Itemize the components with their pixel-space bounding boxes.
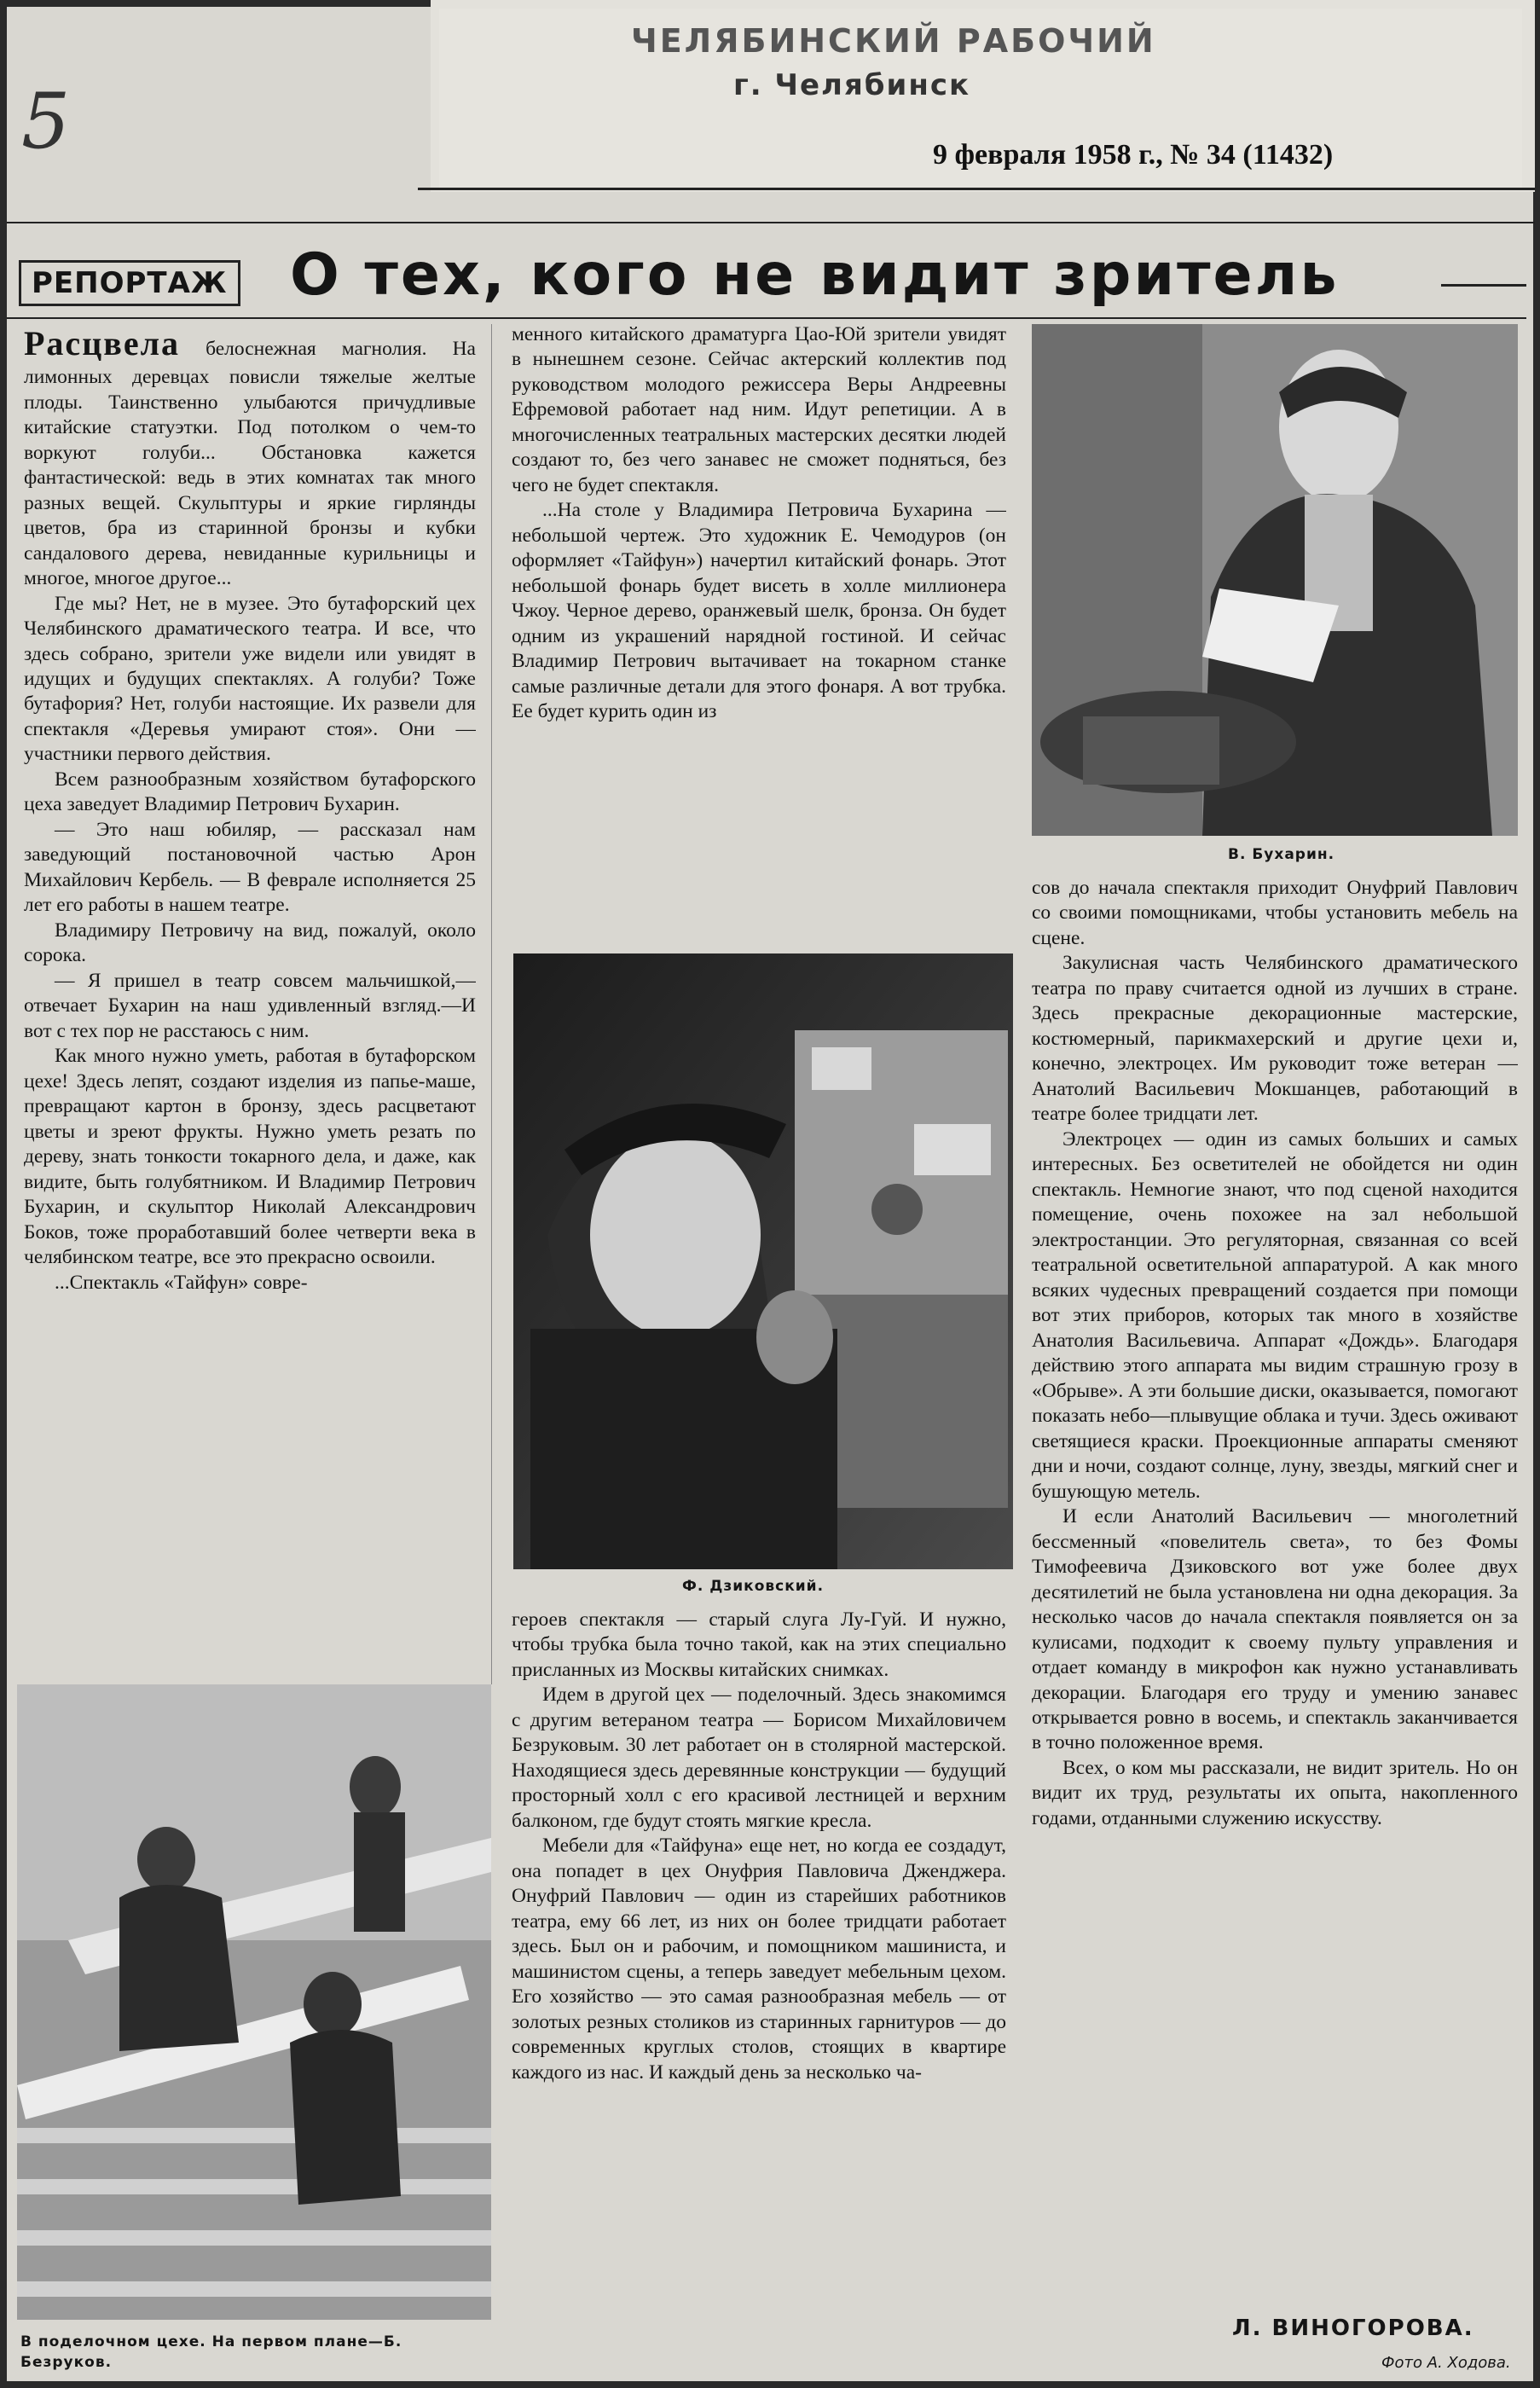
article-column-2-top [512, 322, 1006, 943]
column-divider [491, 324, 492, 1684]
article-column-2-bottom [512, 1608, 1006, 2354]
photo-workshop [17, 1684, 491, 2320]
caption-dzikovsky: Ф. Дзиковский. [682, 1578, 825, 1595]
photo-bukharin [1032, 324, 1518, 836]
paragraph: Всем разнообразным хозяйством бутафорского цеха заведует Владимир Петрович Бухарин. [24, 768, 476, 816]
paragraph: Мебели для «Тайфуна» еще нет, но когда ее создадут, она попадет в цех Онуфрия Павловича Дженджера. Онуфрий Павлович — один из старейших работников театра, ему 66 лет, из них он более тридцати работает здесь. Был он и рабочим, и помощником машиниста, и машинистом сцены, а теперь заведует мебельным цехом. Его хозяйство — это самая разнообразная мебель — от золотых резных столиков из старинных гарнитуров — до современных круглых столов, стоящих в квартире каждого из нас. И каждый день за несколько ча- [512, 1834, 1006, 2084]
paragraph: сов до начала спектакля приходит Онуфрий Павлович со своими помощниками, чтобы установить мебель на сцене. [1032, 877, 1518, 949]
paragraph: Как много нужно уметь, работая в бутафорском цехе! Здесь лепят, создают изделия из папье-маше, превращают картон в бронзу, здесь расцветают цветы и зреют фрукты. Нужно уметь резать по дереву, знать тонкости токарного дела, и даже, как видите, быть голубятником. И Владимир Петрович Бухарин, и скульптор Николай Александрович Боков, тоже проработавший более четверти века в челябинском театре, все это прекрасно освоили. [24, 1045, 476, 1269]
paragraph: Владимиру Петровичу на вид, пожалуй, около сорока. [24, 919, 476, 967]
photo-bukharin-graphic [1032, 324, 1518, 836]
header-rule [7, 222, 1535, 223]
paragraph: Расцвела белоснежная магнолия. На лимонных деревцах повисли тяжелые желтые плоды. Таинственно улыбаются причудливые китайские статуэтки. Под потолком о чем-то воркуют голуби... Обстановка кажется фантастической: ведь в этих комнатах так много разных вещей. Скульптуры и яркие гирлянды цветов, бра из старинной бронзы и кубки сандалового дерева, невиданные курильницы и многое, многое другое... [24, 324, 476, 590]
photo-workshop-graphic [17, 1684, 491, 2320]
paragraph: — Я пришел в театр совсем мальчишкой,—отвечает Бухарин на наш удивленный взгляд.—И вот с тех пор не расстаюсь с ним. [24, 969, 476, 1042]
dropcap-word: Расцвела [24, 324, 181, 362]
paragraph: менного китайского драматурга Цао-Юй зрители увидят в нынешнем сезоне. Сейчас актерский коллектив под руководством молодого режиссера Веры Андреевны Ефремовой работает над ним. Идут репетиции. А в многочисленных театральных мастерских десятки людей создают то, без чего занавес не сможет подняться, без чего не будет спектакля. [512, 323, 1006, 496]
top-rule [418, 188, 1535, 190]
photo-dzikovsky [513, 953, 1013, 1569]
paragraph: Всех, о ком мы рассказали, не видит зритель. Но он видит их труд, результаты их опыта, накопленного годами, отданными служению искусству. [1032, 1756, 1518, 1829]
title-dash [1441, 284, 1526, 287]
title-rule [7, 317, 1526, 319]
paragraph: — Это наш юбиляр, — рассказал нам заведующий постановочной частью Арон Михайлович Кербель. — В феврале исполняется 25 лет его работы в нашем театре. [24, 818, 476, 917]
issue-date: 9 февраля 1958 г., № 34 (11432) [933, 139, 1334, 171]
article-column-3 [1032, 876, 1518, 2185]
city-label: г. Челябинск [733, 68, 971, 102]
rubric-label: РЕПОРТАЖ [19, 260, 240, 306]
handwritten-number: 5 [21, 77, 71, 166]
photo-dzikovsky-graphic [513, 953, 1013, 1569]
paragraph: ...Спектакль «Тайфун» совре- [55, 1271, 308, 1294]
caption-bukharin: В. Бухарин. [1228, 846, 1335, 863]
article-column-1 [24, 322, 476, 1666]
photo-credit: Фото А. Ходова. [1381, 2354, 1511, 2372]
caption-workshop: В поделочном цехе. На первом плане—Б. Безруков. [20, 2333, 402, 2371]
article-title: О тех, кого не видит зритель [290, 241, 1340, 309]
paragraph: Электроцех — один из самых больших и самых интересных. Без осветителей не обойдется ни один спектакль. Немногие знают, что под сценой находится помещение, очень похожее на зал небольшой электростанции. Это регуляторная, связанная со всей театральной осветительной аппаратурой. А как много всяких чудесных превращений создается при помощи вот этих приборов, которых так много в хозяйстве Анатолия Васильевича. Аппарат «Дождь». Благодаря действию этого аппарата мы видим страшную грозу в «Обрыве». А эти большие диски, оказывается, помогают показать небо—плывущие облака и тучи. Здесь оживают светящиеся краски. Проекционные аппараты сменяют дни и ночи, создают солнце, луну, звезды, мягкий снег и бушующую метель. [1032, 1127, 1518, 1503]
paragraph: ...На столе у Владимира Петровича Бухарина — небольшой чертеж. Это художник Е. Чемодуров (он оформляет «Тайфун») начертил китайский фонарь. Этот небольшой фонарь будет висеть в холле миллионера Чжоу. Черное дерево, оранжевый шелк, бронза. Он будет одним из украшений нарядной гостиной. И сейчас Владимир Петрович вытачивает на токарном станке самые различные детали для этого фонаря. А вот трубка. Ее будет курить один из [512, 499, 1006, 723]
author-signature: Л. ВИНОГОРОВА. [1232, 2316, 1474, 2341]
newspaper-name: ЧЕЛЯБИНСКИЙ РАБОЧИЙ [631, 22, 1156, 60]
paragraph: Идем в другой цех — поделочный. Здесь знакомимся с другим ветераном театра — Борисом Михайловичем Безруковым. 30 лет работает он в столярной мастерской. Находящиеся здесь деревянные конструкции — будущий просторный холл с его красивой лестницей и верхним балконом, где будут стоять мягкие кресла. [512, 1684, 1006, 1832]
paragraph: Где мы? Нет, не в музее. Это бутафорский цех Челябинского драматического театра. И все, что здесь собрано, зрители уже видели или увидят в идущих и будущих спектаклях. А голуби? Тоже бутафория? Нет, голуби настоящие. Их развели для спектакля «Деревья умирают стоя». Они — участники первого действия. [24, 592, 476, 766]
paragraph: И если Анатолий Васильевич — многолетний бессменный «повелитель света», то без Фомы Тимофеевича Дзиковского вот уже более двух десятилетий не была установлена ни одна декорация. За несколько часов до начала спектакля появляется он за кулисами, подходит к своему пульту управления и отдает команду в микрофон как нужно устанавливать декорации. Благодаря его труду и умению занавес открывается ровно в восемь, и спектакль заканчивается в точно положенное время. [1032, 1505, 1518, 1754]
paragraph: Закулисная часть Челябинского драматического театра по праву считается одной из лучших в стране. Здесь прекрасные декорационные мастерские, костюмерный, парикмахерский и другие цехи и, конечно, электроцех. Им руководит тоже ветеран — Анатолий Васильевич Мокшанцев, работающий в театре более тридцати лет. [1032, 952, 1518, 1126]
paragraph: героев спектакля — старый слуга Лу-Гуй. И нужно, чтобы трубка была точно такой, как на этих специально присланных из Москвы китайских снимках. [512, 1608, 1006, 1681]
